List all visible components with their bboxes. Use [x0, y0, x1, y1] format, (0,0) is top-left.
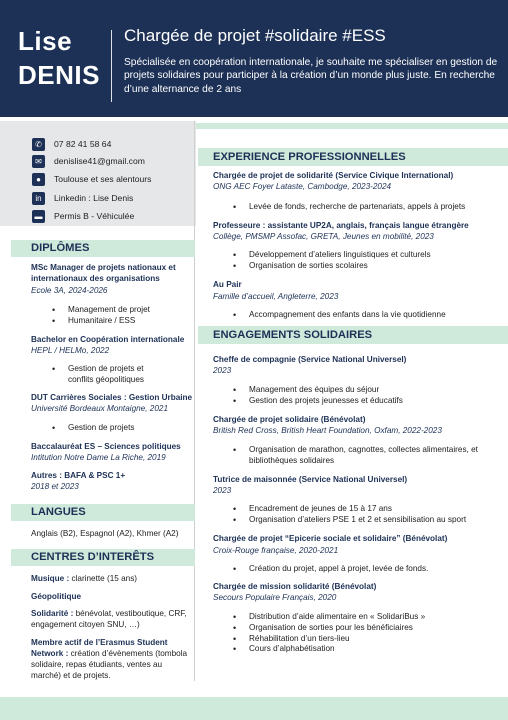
diploma-sub: Université Bordeaux Montaigne, 2021	[31, 404, 168, 413]
list-item: • Organisation de sorties scolaires	[233, 261, 505, 272]
engagement-title: Chargée de mission solidarité (Bénévolat)	[213, 582, 377, 591]
list-item: • Accompagnement des enfants dans la vie quotidienne	[233, 310, 505, 321]
interest-geopolitics	[31, 591, 191, 602]
diploma-sub: Ecole 3A, 2024-2026	[31, 286, 108, 295]
diploma-bullets	[52, 364, 162, 386]
interest-music	[31, 573, 191, 584]
diploma-title: Autres : BAFA & PSC 1+	[31, 471, 126, 480]
experience-title: Professeure : assistante UP2A, anglais, français langue étrangère	[213, 221, 469, 230]
diploma-bullets	[52, 305, 192, 327]
profile-summary: Spécialisée en coopération internationale, je souhaite me spécialiser en gestion de projets solidaires pour participer à la création d’un monde plus juste. En recherche d’une alternance de 2 ans	[124, 57, 498, 95]
engagement-sub: Croix-Rouge française, 2020-2021	[213, 546, 339, 555]
engagement-sub: 2023	[213, 366, 232, 375]
diploma-title: Baccalauréat ES – Sciences politiques	[31, 442, 181, 451]
interest-text: bénévolat, vestiboutique, CRF, engagement citoyen SNU, …)	[31, 609, 187, 629]
experience-title: Chargée de projet de solidarité (Service Civique International)	[213, 171, 454, 180]
list-item: • Organisation d’ateliers PSE 1 et 2 et sensibilisation au sport	[233, 515, 505, 526]
diploma-title: MSc Manager de projets nationaux et internationaux des organisations	[31, 263, 176, 283]
location-text: Toulouse et ses alentours	[54, 174, 152, 184]
list-item: • Management des équipes du séjour	[233, 385, 505, 396]
car-icon: ▬	[32, 210, 45, 223]
experience-title: Au Pair	[213, 280, 242, 289]
experience-sub: Collège, PMSMP Assofac, GRETA, Jeunes en mobilité, 2023	[213, 232, 434, 241]
experience-bullets	[233, 250, 505, 272]
engagement-bullets	[233, 564, 505, 575]
interest-text: clarinette (15 ans)	[69, 574, 138, 583]
list-item: • Réhabilitation d’un tiers-lieu	[233, 634, 505, 645]
experience-sub: ONG AEC Foyer Lataste, Cambodge, 2023-2024	[213, 182, 392, 191]
interests-heading: CENTRES D’INTERÊTS	[11, 549, 195, 566]
contact-email	[32, 154, 145, 168]
engagement-sub: 2023	[213, 486, 232, 495]
engagement-title: Chargée de projet “Epicerie sociale et solidaire” (Bénévolat)	[213, 534, 448, 543]
list-item: • Management de projet	[52, 305, 192, 316]
linkedin-text[interactable]: Linkedin : Lise Denis	[54, 193, 134, 203]
diploma-bullets	[52, 423, 192, 434]
engagement-bullets	[233, 504, 505, 526]
contact-location	[32, 172, 151, 186]
list-item: • Création du projet, appel à projet, levée de fonds.	[233, 564, 505, 575]
list-item: • Encadrement de jeunes de 15 à 17 ans	[233, 504, 505, 515]
interest-label: Solidarité :	[31, 609, 74, 618]
list-item: • Organisation de sorties pour les bénéficiaires	[233, 623, 505, 634]
interest-solidarity	[31, 608, 191, 630]
list-item: • Gestion de projets	[52, 423, 192, 434]
engagements-heading: ENGAGEMENTS SOLIDAIRES	[198, 326, 508, 344]
phone-text: 07 82 41 58 64	[54, 139, 112, 149]
interest-label: Musique :	[31, 574, 70, 583]
engagement-bullets	[233, 385, 505, 407]
header-divider	[111, 30, 112, 102]
footer-band	[0, 697, 508, 720]
location-icon: ●	[32, 173, 45, 186]
engagement-title: Chargée de projet solidaire (Bénévolat)	[213, 415, 366, 424]
list-item: • Cours d’alphabétisation	[233, 644, 505, 655]
engagement-bullets	[233, 612, 505, 655]
interest-label: Géopolitique	[31, 592, 82, 601]
last-name: DENIS	[18, 60, 100, 90]
diploma-title: DUT Carrières Sociales : Gestion Urbaine	[31, 393, 193, 402]
contact-linkedin	[32, 191, 133, 205]
job-title: Chargée de projet #solidaire #ESS	[124, 26, 386, 45]
engagement-sub: British Red Cross, British Heart Foundation, Oxfam, 2022-2023	[213, 426, 442, 435]
header-banner	[0, 0, 508, 117]
linkedin-icon: in	[32, 192, 45, 205]
experience-sub: Famille d’accueil, Angleterre, 2023	[213, 292, 339, 301]
list-item: • Levée de fonds, recherche de partenariats, appels à projets	[233, 202, 505, 213]
list-item: • Gestion des projets jeunesses et éducatifs	[233, 396, 505, 407]
license-text: Permis B - Véhiculée	[54, 211, 135, 221]
interest-text: création d’évènements (tombola solidaire, repas étudiants, ventes au marché) et de projets.	[31, 649, 188, 680]
contact-license	[32, 209, 134, 223]
accent-bar	[189, 123, 508, 129]
engagement-title: Cheffe de compagnie (Service National Universel)	[213, 355, 407, 364]
interest-erasmus	[31, 637, 191, 681]
interest-label: Membre actif de l’Erasmus Student Network :	[31, 638, 168, 658]
list-item: • Humanitaire / ESS	[52, 316, 192, 327]
diploma-sub: HEPL / HELMo, 2022	[31, 346, 110, 355]
list-item: • Distribution d’aide alimentaire en « SolidariBus »	[233, 612, 505, 623]
experience-bullets	[233, 202, 505, 213]
engagement-bullets	[233, 445, 505, 467]
diploma-sub: Intitution Notre Dame La Riche, 2019	[31, 453, 166, 462]
diploma-title: Bachelor en Coopération internationale	[31, 335, 185, 344]
contact-phone	[32, 137, 111, 151]
first-name: Lise	[18, 26, 73, 56]
experience-heading: EXPERIENCE PROFESSIONNELLES	[198, 148, 508, 166]
experience-bullets	[233, 310, 505, 321]
diploma-sub: 2018 et 2023	[31, 482, 79, 491]
sidebar	[0, 121, 196, 681]
email-icon: ✉	[32, 155, 45, 168]
languages-text: Anglais (B2), Espagnol (A2), Khmer (A2)	[31, 529, 179, 538]
engagement-sub: Secours Populaire Français, 2020	[213, 593, 337, 602]
candidate-name	[18, 24, 108, 92]
diplomas-heading: DIPLÔMES	[11, 240, 195, 257]
email-text[interactable]: denislise41@gmail.com	[54, 156, 145, 166]
engagement-title: Tutrice de maisonnée (Service National Universel)	[213, 475, 408, 484]
phone-icon: ✆	[32, 138, 45, 151]
list-item: • Gestion de projets et conflits géopolitiques	[52, 364, 162, 386]
list-item: • Développement d’ateliers linguistiques et culturels	[233, 250, 505, 261]
contact-block	[0, 121, 196, 226]
list-item: • Organisation de marathon, cagnottes, collectes alimentaires, et bibliothèques solidaires	[233, 445, 505, 467]
languages-heading: LANGUES	[11, 504, 195, 521]
